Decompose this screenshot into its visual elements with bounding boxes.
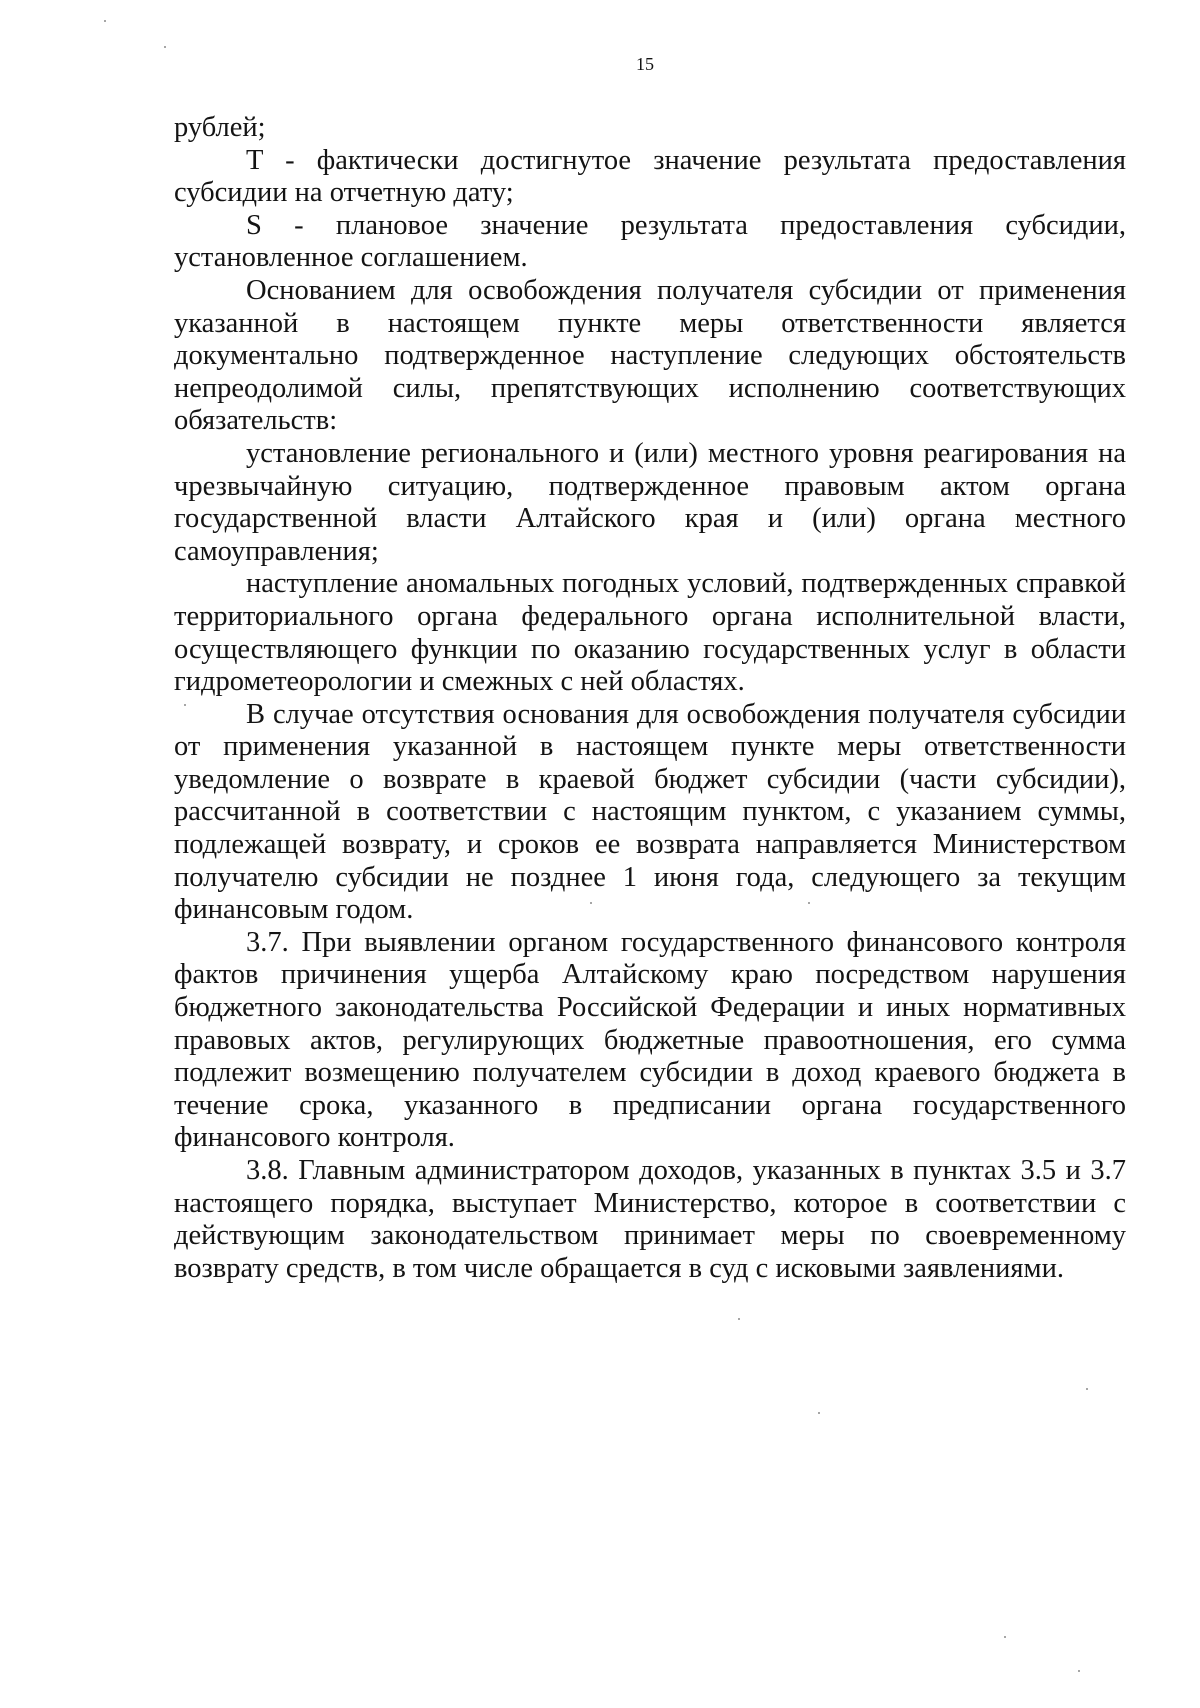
scan-speck	[818, 1412, 820, 1414]
paragraph-abnormal-weather: наступление аномальных погодных условий, подтвержденных справкой территориального органа федерального органа исполнительной власти, осуществляющего функции по оказанию государственных услуг в области гидрометеорологии и смежных с ней областях.	[174, 568, 1126, 698]
paragraph-s-definition: S - плановое значение результата предоставления субсидии, установленное соглашением.	[174, 209, 1126, 274]
scan-speck	[808, 902, 810, 904]
scan-speck	[184, 704, 186, 706]
scan-speck	[164, 46, 166, 48]
scan-speck	[1078, 1670, 1080, 1672]
page-number: 15	[636, 54, 654, 74]
paragraph-t-definition: T - фактически достигнутое значение результата предоставления субсидии на отчетную дату;	[174, 144, 1126, 209]
document-body	[174, 112, 1126, 1285]
scan-speck	[104, 20, 106, 22]
paragraph-return-notice: В случае отсутствия основания для освобождения получателя субсидии от применения указанной в настоящем пункте меры ответственности уведомление о возврате в краевой бюджет субсидии (части субсидии), рассчитанной в соответствии с настоящим пунктом, с указанием суммы, подлежащей возврату, и сроков ее возврата направляется Министерством получателю субсидии не позднее 1 июня года, следующего за текущим финансовым годом.	[174, 698, 1126, 926]
paragraph-section-3-8: 3.8. Главным администратором доходов, указанных в пунктах 3.5 и 3.7 настоящего порядка, выступает Министерство, которое в соответствии с действующим законодательством принимает меры по своевременному возврату средств, в том числе обращается в суд с исковыми заявлениями.	[174, 1155, 1126, 1284]
paragraph-rubles-continuation: рублей;	[174, 112, 266, 143]
paragraph-section-3-7: 3.7. При выявлении органом государственного финансового контроля фактов причинения ущерба Алтайскому краю посредством нарушения бюджетного законодательства Российской Федерации и иных нормативных правовых актов, регулирующих бюджетные правоотношения, его сумма подлежит возмещению получателем субсидии в доход краевого бюджета в течение срока, указанного в предписании органа государственного финансового контроля.	[174, 926, 1126, 1154]
scan-speck	[1086, 1388, 1088, 1390]
scan-speck	[1004, 1636, 1006, 1638]
paragraph-emergency-response: установление регионального и (или) местного уровня реагирования на чрезвычайную ситуацию, подтвержденное правовым актом органа государственной власти Алтайского края и (или) органа местного самоуправления;	[174, 437, 1126, 567]
scan-speck	[738, 1318, 740, 1320]
paragraph-exemption-grounds: Основанием для освобождения получателя субсидии от применения указанной в настоящем пункте меры ответственности является документально подтвержденное наступление следующих обстоятельств непреодолимой силы, препятствующих исполнению соответствующих обязательств:	[174, 274, 1126, 437]
scan-speck	[590, 902, 592, 904]
